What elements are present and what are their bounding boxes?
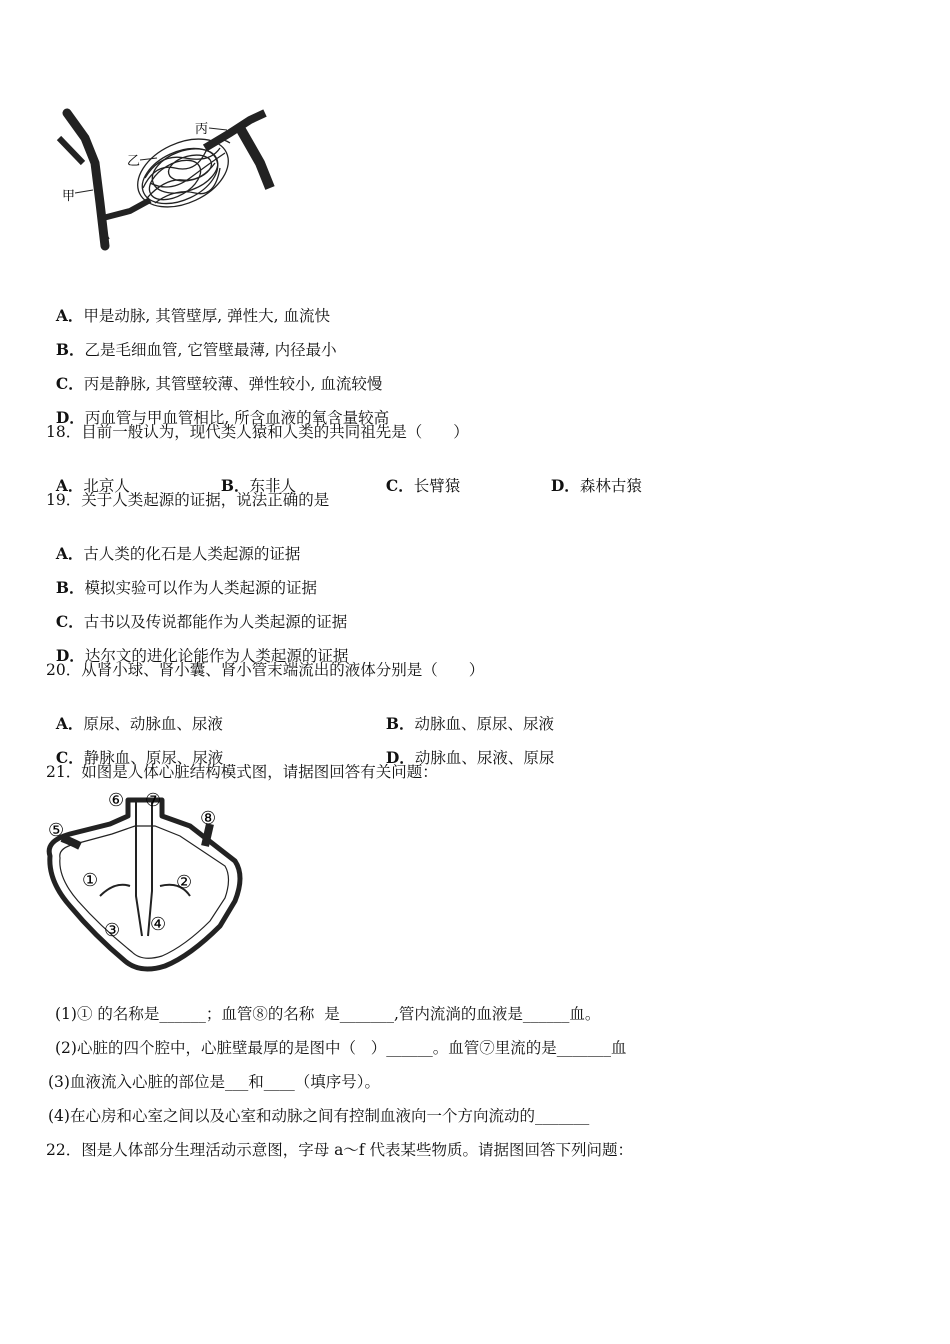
q22-stem: 22．图是人体部分生理活动示意图，字母 a～f 代表某些物质。请据图回答下列问题： bbox=[46, 1141, 634, 1159]
option-text: 丙是静脉, 其管壁较薄、弹性较小, 血流较慢 bbox=[83, 375, 383, 393]
q21-sub1: (1)① 的名称是______；血管⑧的名称 是_______,管内流淌的血液是______血。 bbox=[55, 1005, 601, 1023]
option-letter: B． bbox=[385, 714, 415, 733]
heart-label-3: ③ bbox=[104, 920, 121, 941]
capillary-figure bbox=[55, 108, 280, 253]
option-letter: B． bbox=[55, 578, 85, 597]
option-text: 乙是毛细血管, 它管壁最薄, 内径最小 bbox=[84, 341, 337, 359]
option-text: 动脉血、原尿、尿液 bbox=[414, 715, 554, 733]
option-letter: C． bbox=[385, 476, 414, 495]
heart-label-8: ⑧ bbox=[200, 808, 217, 829]
option-letter: D． bbox=[55, 408, 85, 427]
label-jia: 甲 bbox=[62, 189, 76, 204]
q21-sub2: (2)心脏的四个腔中，心脏壁最厚的是图中（ ）______。血管⑦里流的是_______血 bbox=[55, 1039, 627, 1057]
heart-figure bbox=[40, 786, 250, 976]
heart-label-6: ⑥ bbox=[108, 790, 125, 811]
heart-figure-drawing bbox=[40, 786, 250, 976]
option-text: 古人类的化石是人类起源的证据 bbox=[83, 545, 301, 563]
q21-sub4: (4)在心房和心室之间以及心室和动脉之间有控制血液向一个方向流动的_______ bbox=[48, 1107, 590, 1125]
label-bing: 丙 bbox=[195, 122, 209, 137]
option-letter: D． bbox=[385, 748, 415, 767]
option-text: 北京人 bbox=[83, 477, 130, 495]
label-yi: 乙 bbox=[127, 154, 141, 169]
heart-label-7: ⑦ bbox=[145, 790, 162, 811]
option-text: 长臂猿 bbox=[413, 477, 461, 495]
option-letter: B． bbox=[55, 340, 85, 359]
q18-stem: 18．目前一般认为，现代类人猿和人类的共同祖先是（ ） bbox=[46, 423, 469, 441]
option-letter: A． bbox=[55, 714, 84, 733]
option-letter: A． bbox=[55, 544, 84, 563]
option-letter: C． bbox=[55, 748, 84, 767]
heart-label-5: ⑤ bbox=[48, 820, 65, 841]
option-text: 东非人 bbox=[249, 477, 296, 495]
option-text: 古书以及传说都能作为人类起源的证据 bbox=[83, 613, 348, 631]
q18-option-d[interactable] bbox=[541, 456, 642, 496]
option-letter: C． bbox=[55, 612, 84, 631]
option-text: 丙血管与甲血管相比, 所含血液的氧含量较高 bbox=[84, 409, 390, 427]
q20-stem: 20．从肾小球、肾小囊、肾小管末端流出的液体分别是（ ） bbox=[46, 661, 485, 679]
capillary-figure-drawing bbox=[55, 108, 280, 253]
option-text: 模拟实验可以作为人类起源的证据 bbox=[84, 579, 317, 597]
option-letter: A． bbox=[55, 476, 84, 495]
q21-stem: 21．如图是人体心脏结构模式图，请据图回答有关问题： bbox=[46, 763, 438, 781]
q18-option-c[interactable] bbox=[376, 456, 460, 496]
option-text: 森林古猿 bbox=[579, 477, 642, 495]
q19-stem: 19．关于人类起源的证据，说法正确的是 bbox=[46, 491, 330, 509]
option-text: 甲是动脉, 其管壁厚, 弹性大, 血流快 bbox=[83, 307, 330, 325]
q21-sub3: (3)血液流入心脏的部位是___和____（填序号）。 bbox=[48, 1073, 380, 1091]
option-letter: C． bbox=[55, 374, 84, 393]
option-text: 动脉血、尿液、原尿 bbox=[414, 749, 555, 767]
option-letter: D． bbox=[55, 646, 85, 665]
heart-label-2: ② bbox=[176, 872, 193, 893]
heart-label-4: ④ bbox=[150, 914, 167, 935]
option-text: 静脉血、原尿、尿液 bbox=[83, 749, 224, 767]
option-letter: D． bbox=[550, 476, 580, 495]
option-text: 原尿、动脉血、尿液 bbox=[83, 715, 223, 733]
option-letter: A． bbox=[55, 306, 84, 325]
option-letter: B． bbox=[220, 476, 250, 495]
heart-label-1: ① bbox=[82, 870, 99, 891]
option-text: 达尔文的进化论能作为人类起源的证据 bbox=[84, 647, 349, 665]
